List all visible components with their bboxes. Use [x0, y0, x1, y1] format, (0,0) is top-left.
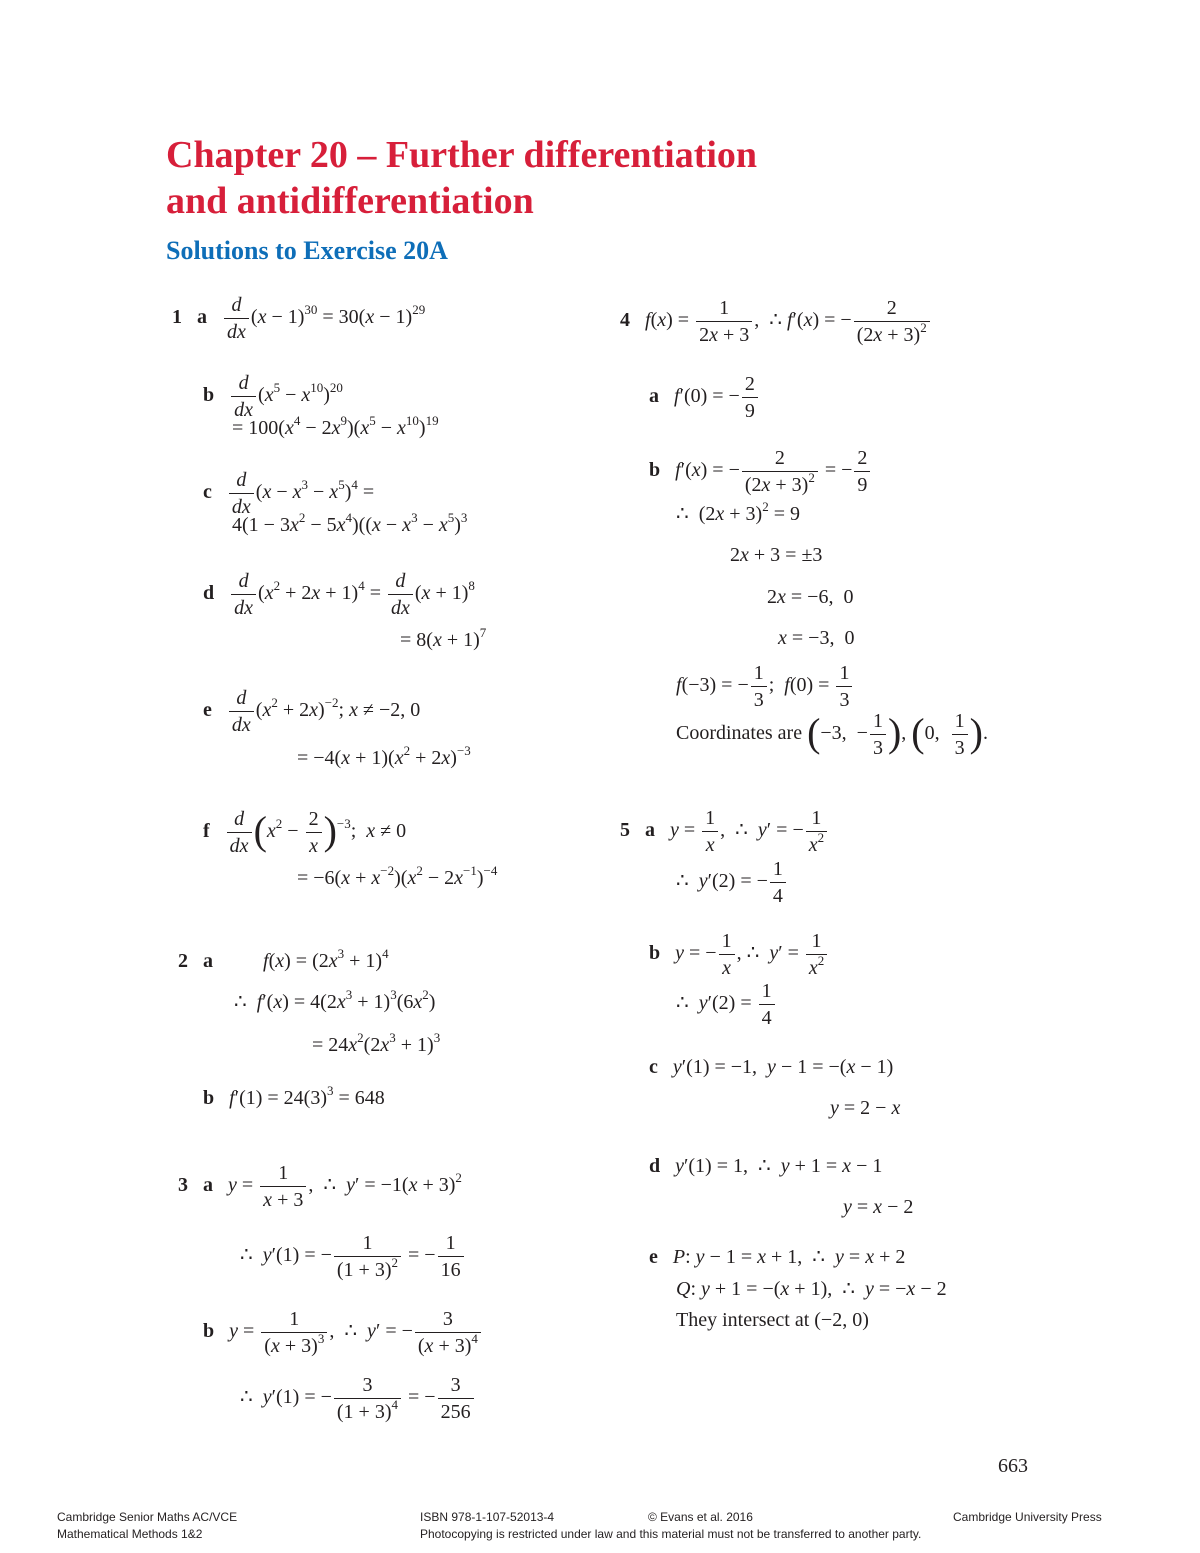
q4b-line3: 2x + 3 = ±3	[730, 544, 823, 566]
part-label: a	[203, 950, 213, 972]
q1c-line1: c $\frac{d}{dx}$ $(x - x^3 - x^5)^4$ =	[203, 469, 375, 518]
q2a-line1: 2 a $f(x) = (2x^3 + 1)^4$	[178, 946, 389, 972]
q1c-line2: $4(1 - 3x^2 - 5x^4)((x - x^3 - x^5)^3$	[232, 510, 468, 536]
q4-line1: 4 f(x) = $\frac{1}{2x + 3}$ , ∴ f′(x) = − $\frac{2}{(2x + 3)^2}$	[620, 295, 932, 348]
q1d-line1: d $\frac{d}{dx}$ $(x^2 + 2x + 1)^4$ = $\frac{d}{dx}$ $(x + 1)^8$	[203, 570, 475, 619]
part-label: b	[203, 1320, 215, 1343]
q5a-line1: 5 a y = $\frac{1}{x}$ , ∴ y′ = − $\frac{1}{x^2}$	[620, 805, 829, 858]
q5e-line2: Q: y + 1 = −(x + 1), ∴ y = −x − 2	[676, 1278, 947, 1300]
q4b-line1: b f′(x) = − $\frac{2}{(2x + 3)^2}$ = − $\frac{2}{9}$	[649, 445, 872, 498]
part-label: d	[649, 1155, 661, 1177]
q1f-line2: = $-6(x + x^{-2})(x^2 - 2x^{-1})^{-4}$	[297, 863, 498, 889]
q3a-line1: 3 a y = $\frac{1}{x + 3}$ , ∴ $y' = -1(x + 3)^2$	[178, 1162, 462, 1211]
footer-notice: Photocopying is restricted under law and this material must not be transferred to another party.	[420, 1527, 922, 1541]
q4b-line5: x = −3, 0	[778, 627, 855, 649]
q4b-line7: Coordinates are (−3, − $\frac{1}{3}$ ), (0, $\frac{1}{3}$ ).	[676, 709, 988, 759]
q1d-line2: = $8(x + 1)^7$	[400, 625, 487, 651]
section-title: Solutions to Exercise 20A	[166, 236, 448, 265]
footer-book-line2: Mathematical Methods 1&2	[57, 1527, 203, 1541]
part-label: c	[649, 1056, 658, 1078]
part-label: a	[203, 1174, 213, 1197]
q1e-line2: = $-4(x + 1)(x^2 + 2x)^{-3}$	[297, 743, 471, 769]
q1e-line1: e $\frac{d}{dx}$ $(x^2 + 2x)^{-2}$; x ≠ −2, 0	[203, 687, 421, 736]
part-label: b	[649, 942, 661, 965]
footer-publisher: Cambridge University Press	[953, 1510, 1102, 1524]
part-label: e	[649, 1246, 658, 1268]
chapter-title	[166, 132, 757, 224]
q2b-line1: b $f'(1) = 24(3)^3 = 648$	[203, 1083, 385, 1109]
footer-copyright: © Evans et al. 2016	[648, 1510, 753, 1524]
q2a-line2: ∴ $f'(x) = 4(2x^3 + 1)^3(6x^2)$	[234, 987, 436, 1013]
q1f-line1: f $\frac{d}{dx}$ ($x^2$ − $\frac{2}{x}$ )$^{-3}$; x ≠ 0	[203, 807, 407, 857]
part-label: a	[197, 306, 207, 329]
q1b-line2: = $100(x^4 - 2x^9)(x^5 - x^{10})^{19}$	[232, 413, 439, 439]
q4b-line4: 2x = −6, 0	[767, 586, 854, 608]
part-label: c	[203, 481, 212, 504]
part-label: e	[203, 699, 212, 722]
q1a-line1: 1 a $\frac{d}{dx}$ $(x - 1)^{30} = 30(x - 1)^{29}$	[172, 294, 426, 343]
q5d-line1: d y′(1) = 1, ∴ y + 1 = x − 1	[649, 1155, 883, 1177]
q4b-line6: f(−3) = − $\frac{1}{3}$ ; f(0) = $\frac{1}{3}$	[676, 660, 854, 713]
footer-isbn: ISBN 978-1-107-52013-4	[420, 1510, 555, 1524]
q3a-line2: ∴ y′(1) = − $\frac{1}{(1 + 3)^2}$ = − $\frac{1}{16}$	[240, 1230, 466, 1283]
q2a-line3: = $24x^2(2x^3 + 1)^3$	[312, 1030, 441, 1056]
chapter-title-line2: and antidifferentiation	[166, 180, 534, 222]
q5c-line1: c y′(1) = −1, y − 1 = −(x − 1)	[649, 1056, 894, 1078]
part-label: f	[203, 820, 210, 843]
page-number: 663	[998, 1455, 1028, 1477]
q4a-line1: a f′(0) = − $\frac{2}{9}$	[649, 371, 760, 424]
q5a-line2: ∴ y′(2) = − $\frac{1}{4}$	[676, 856, 788, 909]
part-label: b	[649, 459, 661, 482]
q5d-line2: y = x − 2	[843, 1196, 914, 1218]
q5e-line3: They intersect at (−2, 0)	[676, 1309, 869, 1331]
question-number: 2	[178, 950, 188, 972]
q1b-line1: b $\frac{d}{dx}$ $(x^5 - x^{10})^{20}$	[203, 372, 343, 421]
part-label: d	[203, 582, 215, 605]
coordinates-text: Coordinates are	[676, 722, 803, 745]
part-label: b	[203, 1087, 215, 1109]
question-number: 4	[620, 309, 630, 332]
q3b-line1: b y = $\frac{1}{(x + 3)^3}$ , ∴ y′ = − $\frac{3}{(x + 3)^4}$	[203, 1306, 483, 1359]
part-label: a	[645, 819, 655, 842]
q5b-line2: ∴ y′(2) = $\frac{1}{4}$	[676, 978, 777, 1031]
chapter-title-line1: Chapter 20 – Further differentiation	[166, 134, 758, 176]
footer-book-line1: Cambridge Senior Maths AC/VCE	[57, 1510, 238, 1524]
footer-book	[57, 1509, 237, 1543]
q5b-line1: b y = − $\frac{1}{x}$ , ∴ y′ = $\frac{1}{x^2}$	[649, 928, 829, 981]
q3b-line2: ∴ y′(1) = − $\frac{3}{(1 + 3)^4}$ = − $\frac{3}{256}$	[240, 1372, 476, 1425]
part-label: a	[649, 385, 659, 408]
part-label: b	[203, 384, 215, 407]
q4b-line2: ∴ $(2x + 3)^2 = 9$	[676, 499, 801, 525]
q5c-line2: y = 2 − x	[830, 1097, 901, 1119]
question-number: 1	[172, 306, 182, 329]
q5e-line1: e P: y − 1 = x + 1, ∴ y = x + 2	[649, 1246, 906, 1268]
question-number: 3	[178, 1174, 188, 1197]
question-number: 5	[620, 819, 630, 842]
